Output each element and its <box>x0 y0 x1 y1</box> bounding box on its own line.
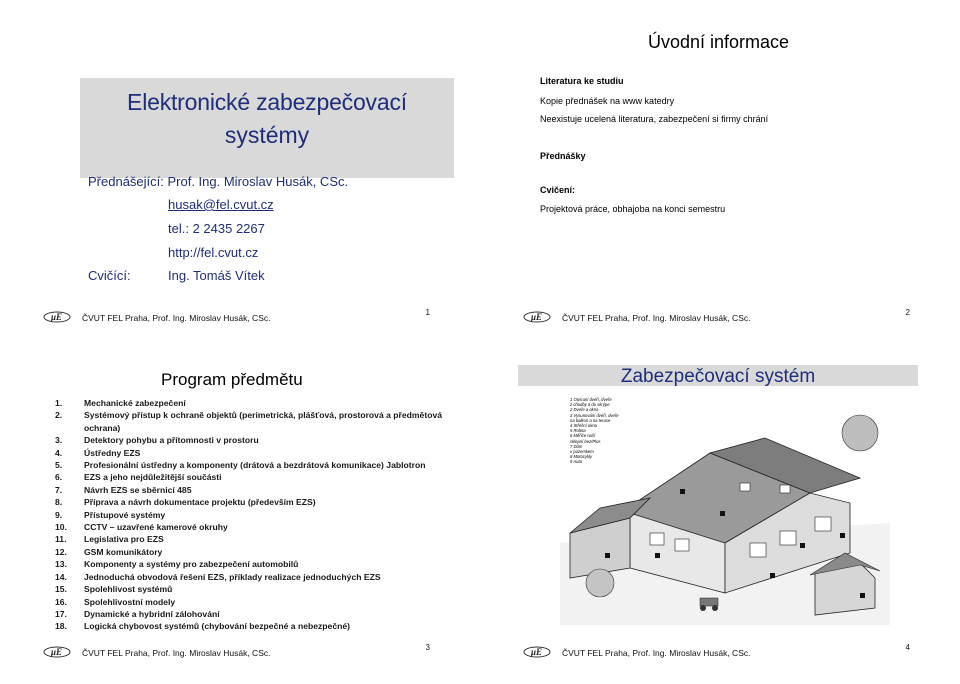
legend-line: sklepní bez/Plos <box>570 438 601 444</box>
slide-title: Úvodní informace <box>648 32 790 52</box>
legend-line: 9 Auta <box>570 459 582 465</box>
svg-text:μE: μE <box>51 312 63 322</box>
email-link[interactable]: husak@fel.cvut.cz <box>168 197 274 212</box>
page-number: 4 <box>905 643 910 652</box>
list-item-text: Ústředny EZS <box>84 447 141 458</box>
list-item <box>55 521 465 533</box>
list-item <box>55 459 465 471</box>
slide-footer <box>508 304 948 330</box>
legend-line: 5 Roleta <box>570 428 586 434</box>
list-item-number: 7. <box>55 484 63 495</box>
title-box <box>80 78 454 178</box>
legend-line: 6 Měřiče naší <box>570 433 596 439</box>
list-item-text: GSM komunikátory <box>84 546 163 557</box>
list-item-number: 16. <box>55 596 67 607</box>
list-item-text: Spolehlivost systémů <box>84 584 173 595</box>
svg-text:μE: μE <box>51 647 63 657</box>
literature-line-1: Kopie přednášek na www katedry <box>540 96 675 106</box>
list-item-number: 5. <box>55 460 63 471</box>
list-item-number: 6. <box>55 472 63 483</box>
legend-line: 8 Motocykly <box>570 454 593 460</box>
list-item-number: 4. <box>55 447 63 458</box>
lectures-heading: Přednášky <box>540 151 586 161</box>
list-item-text: Příprava a návrh dokumentace projektu (především EZS) <box>84 497 316 508</box>
list-item-number: 2. <box>55 410 63 421</box>
list-item <box>55 608 465 620</box>
list-item-number: 1. <box>55 398 63 408</box>
list-item-text: Mechanické zabezpečení <box>84 398 186 408</box>
legend-line: z chodby a do skrýpe <box>570 402 610 408</box>
footer-institution: ČVUT FEL Praha, Prof. Ing. Miroslav Husák, CSc. <box>562 313 751 323</box>
list-item-text: Detektory pohybu a přítomnosti v prostoru <box>84 435 259 446</box>
list-item-number: 10. <box>55 522 67 533</box>
slide-3 <box>28 355 468 665</box>
exercises-heading: Cvičení: <box>540 185 576 195</box>
footer-institution: ČVUT FEL Praha, Prof. Ing. Miroslav Husák, CSc. <box>562 648 751 658</box>
svg-text:μE: μE <box>531 312 543 322</box>
tutor-label: Cvičící: <box>88 268 131 283</box>
literature-line-2: Neexistuje ucelená literatura, zabezpečení si firmy chrání <box>540 114 769 124</box>
list-item <box>55 447 465 459</box>
list-item-number: 12. <box>55 546 67 557</box>
list-item-number: 14. <box>55 571 67 582</box>
department-logo <box>522 644 552 660</box>
list-item-text: Legislativa pro EZS <box>84 534 164 545</box>
svg-text:μE: μE <box>531 647 543 657</box>
footer-institution: ČVUT FEL Praha, Prof. Ing. Miroslav Husák, CSc. <box>82 313 271 323</box>
title-line-1: Elektronické zabezpečovací <box>127 89 407 115</box>
department-logo <box>522 309 552 325</box>
list-item <box>55 509 465 521</box>
legend-line: na balkon a na terase <box>570 417 611 423</box>
slide-footer <box>508 639 948 665</box>
list-item-text: Komponenty a systémy pro zabezpečení automobilů <box>84 559 299 570</box>
slide-1 <box>28 20 468 330</box>
list-item <box>55 397 465 409</box>
slide-4 <box>508 355 948 665</box>
list-item <box>55 546 465 558</box>
list-item-text: EZS a jeho nejdůležitější součásti <box>84 472 222 483</box>
department-logo <box>42 644 72 660</box>
list-item <box>55 583 465 595</box>
list-item-text: Přístupové systémy <box>84 509 166 520</box>
list-item-number: 15. <box>55 584 67 595</box>
list-item-number: 3. <box>55 435 63 446</box>
list-item-text: Návrh EZS se sběrnicí 485 <box>84 484 192 495</box>
list-item-number: 9. <box>55 509 63 520</box>
list-item <box>55 409 465 434</box>
list-item-text: Systémový přístup k ochraně objektů (perimetrická, plášťová, prostorová a předmětová ochrana) <box>84 410 443 433</box>
department-logo <box>42 309 72 325</box>
list-item-text: Profesionální ústředny a komponenty (drátová a bezdrátová komunikace) Jablotron <box>84 460 426 471</box>
web-url: http://fel.cvut.cz <box>168 245 259 260</box>
page-number: 2 <box>905 308 910 317</box>
list-item-text: Dynamické a hybridní zálohování <box>84 608 220 619</box>
list-item <box>55 596 465 608</box>
legend-line: 4 Střešní okno <box>570 423 598 429</box>
legend-line: 2 Dveře a okna <box>570 407 599 413</box>
slide-title: Zabezpečovací systém <box>518 365 918 386</box>
list-item <box>55 471 465 483</box>
list-item <box>55 571 465 583</box>
slide-footer <box>28 639 468 665</box>
list-item-text: CCTV – uzavřené kamerové okruhy <box>84 522 228 533</box>
list-item <box>55 484 465 496</box>
literature-heading: Literatura ke studiu <box>540 76 624 86</box>
list-item-number: 11. <box>55 534 67 545</box>
list-item <box>55 558 465 570</box>
list-item-number: 17. <box>55 608 67 619</box>
list-item <box>55 533 465 545</box>
slide-2 <box>508 20 948 330</box>
page-number: 3 <box>425 643 430 652</box>
legend-line: 7 Dům <box>570 443 583 449</box>
legend-line: 3 Vysunování dveří, dveře <box>570 412 619 418</box>
legend-line: v pozemkem <box>570 449 594 455</box>
list-item <box>55 620 465 632</box>
lecturer-label: Přednášející: Prof. Ing. Miroslav Husák, CSc. <box>88 174 349 189</box>
slide-title: Program předmětu <box>161 370 303 389</box>
list-item <box>55 434 465 446</box>
list-item-number: 18. <box>55 621 67 632</box>
list-item-number: 8. <box>55 497 63 508</box>
list-item-text: Logická chybovost systémů (chybování bezpečné a nebezpečné) <box>84 621 351 632</box>
footer-institution: ČVUT FEL Praha, Prof. Ing. Miroslav Husák, CSc. <box>82 648 271 658</box>
legend-line: 1 Otvíraní dveří, dveře <box>570 397 612 402</box>
list-item <box>55 496 465 508</box>
list-item-number: 13. <box>55 559 67 570</box>
title-line-2: systémy <box>224 122 310 148</box>
list-item-text: Spolehlivostní modely <box>84 596 176 607</box>
list-item-text: Jednoduchá obvodová řešení EZS, příklady realizace jednoduchých EZS <box>84 571 381 582</box>
illustration-legend <box>570 397 640 465</box>
slide-footer <box>28 304 468 330</box>
tutor-name: Ing. Tomáš Vítek <box>168 268 265 283</box>
page-number: 1 <box>425 308 430 317</box>
exercises-line: Projektová práce, obhajoba na konci semestru <box>540 204 726 214</box>
phone: tel.: 2 2435 2267 <box>168 221 265 236</box>
program-list <box>55 397 465 633</box>
